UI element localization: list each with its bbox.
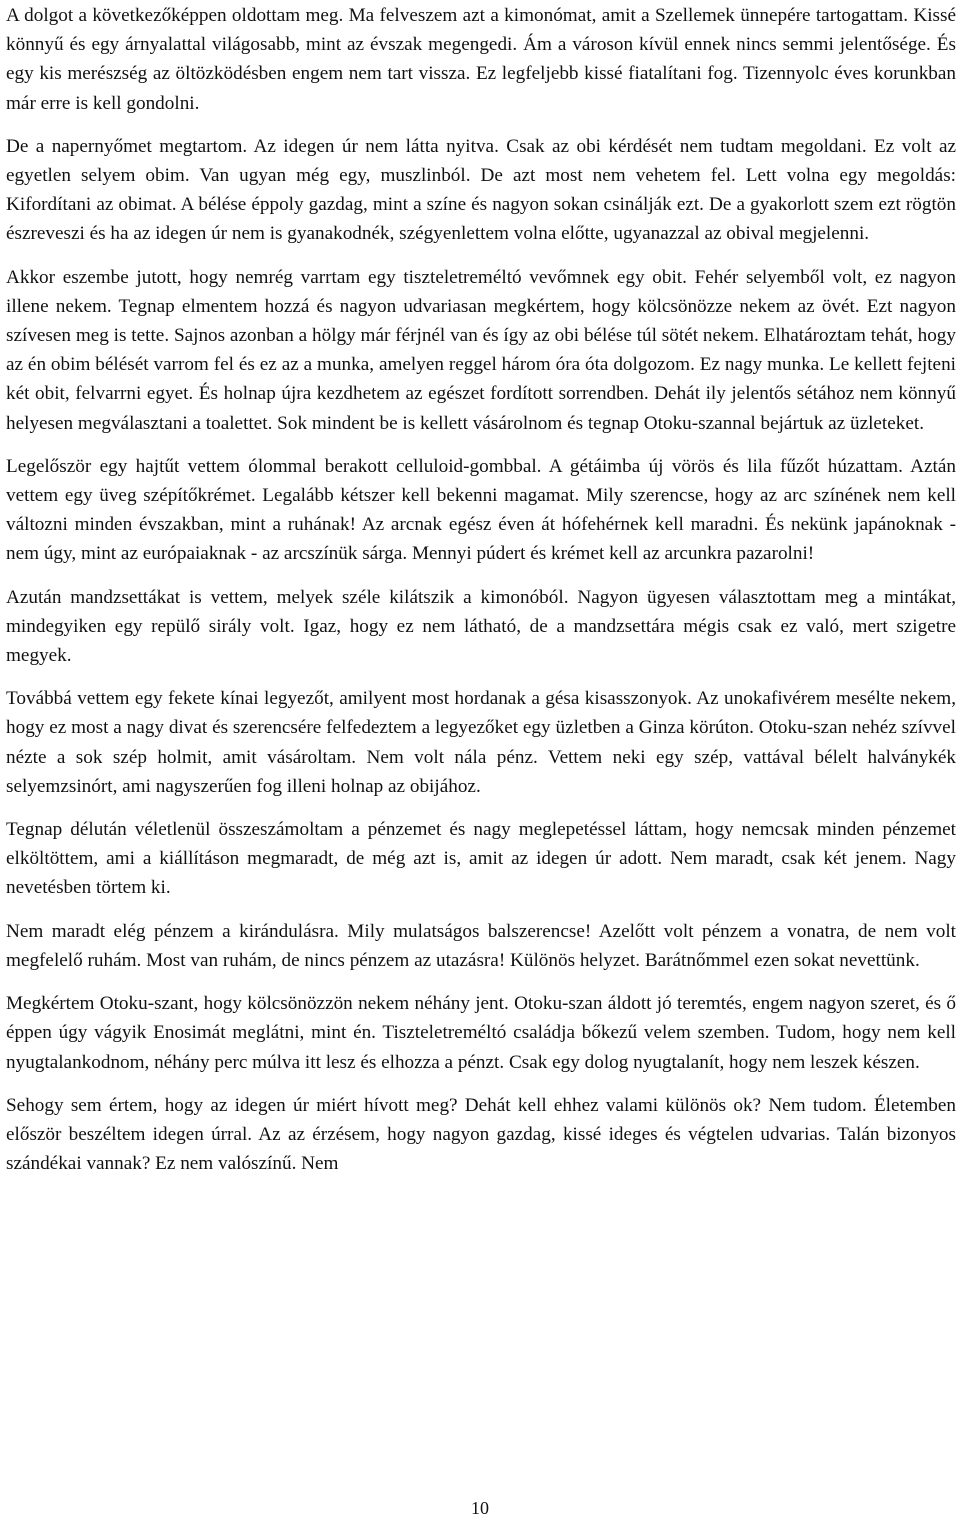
- document-page: [6, 0, 956, 1192]
- paragraph: De a napernyőmet megtartom. Az idegen úr nem látta nyitva. Csak az obi kérdését nem tudtam megoldani. Ez volt az egyetlen selyem obim. Van ugyan még egy, muszlinból. De azt most nem vehetem fel. Lett volna egy megoldás: Kifordítani az obimat. A bélése éppoly gazdag, mint a színe és nagyon sokan csinálják ezt. De a gyakorlott szem ezt rögtön észreveszi és ha az idegen úr nem is gyanakodnék, szégyenlettem volna előtte, ugyanazzal az obival megjelenni.: [6, 135, 956, 245]
- paragraph: Továbbá vettem egy fekete kínai legyezőt, amilyent most hordanak a gésa kisasszonyok. Az unokafivérem mesélte nekem, hogy ez most a nagy divat és szerencsére felfedeztem a legyezőket egy üzletben a Ginza körúton. Otoku-szan nehéz szívvel nézte a sok szép holmit, amit vásároltam. Nem volt nála pénz. Vettem neki egy szép, vattával bélelt halványkék selyemzsinórt, ami nagyszerűen fog illeni holnap az obijához.: [6, 688, 956, 797]
- paragraph: Legelőször egy hajtűt vettem ólommal berakott celluloid-gombbal. A gétáimba új vörös és lila fűzőt húzattam. Aztán vettem egy üveg szépítőkrémet. Legalább kétszer kell bekenni magamat. Mily szerencse, hogy az arc színének nem kell változni minden évszakban, mint a ruhának! Az arcnak egész éven át hófehérnek kell maradni. És nekünk japánoknak - nem úgy, mint az európaiaknak - az arcszínük sárga. Mennyi púdert és krémet kell az arcunkra pazarolni!: [6, 455, 956, 565]
- paragraph: Megkértem Otoku-szant, hogy kölcsönözzön nekem néhány jent. Otoku-szan áldott jó teremtés, engem nagyon szeret, és ő éppen úgy vágyik Enosimát meglátni, mint én. Tiszteletreméltó családja bőkezű velem szemben. Tudom, hogy nem kell nyugtalankodnom, néhány perc múlva itt lesz és elhozza a pénzt. Csak egy dolog nyugtalanít, hogy nem leszek készen.: [6, 993, 956, 1073]
- paragraph: A dolgot a következőképpen oldottam meg. Ma felveszem azt a kimonómat, amit a Szellemek ünnepére tartogattam. Kissé könnyű és egy árnyalattal világosabb, mint az évszak megengedi. Ám a városon kívül ennek nincs semmi jelentősége. És egy kis merészség az öltözködésben engem nem tart vissza. Ez legfeljebb kissé fiatalítani fog. Tizennyolc éves korunkban már erre is kell gondolni.: [6, 5, 956, 114]
- paragraph: Azután mandzsettákat is vettem, melyek széle kilátszik a kimonóból. Nagyon ügyesen választottam meg a mintákat, mindegyiken egy repülő sirály volt. Igaz, hogy ez nem látható, de a mandzsettára mégis csak ez való, mert szigetre megyek.: [6, 586, 956, 667]
- paragraph: Sehogy sem értem, hogy az idegen úr miért hívott meg? Dehát kell ehhez valami különös ok? Nem tudom. Életemben először beszéltem idegen úrral. Az az érzésem, hogy nagyon gazdag, kissé ideges és végtelen udvarias. Talán bizonyos szándékai vannak? Ez nem valószínű. Nem: [6, 1094, 956, 1175]
- paragraph: Nem maradt elég pénzem a kirándulásra. Mily mulatságos balszerencse! Azelőtt volt pénzem a vonatra, de nem volt megfelelő ruhám. Most van ruhám, de nincs pénzem az utazásra! Különös helyzet. Barátnőmmel ezen sokat nevettünk.: [6, 920, 956, 971]
- paragraph: Tegnap délután véletlenül összeszámoltam a pénzemet és nagy meglepetéssel láttam, hogy nemcsak minden pénzemet elköltöttem, ami a kiállításon megmaradt, de még azt is, amit az idegen úr adott. Nem maradt, csak két jenem. Nagy nevetésben törtem ki.: [6, 819, 956, 899]
- paragraph: Akkor eszembe jutott, hogy nemrég varrtam egy tiszteletreméltó vevőmnek egy obit. Fehér selyemből volt, ez nagyon illene nekem. Tegnap elmentem hozzá és nagyon udvariasan megkértem, hogy kölcsönözze nekem az övét. Ezt nagyon szívesen meg is tette. Sajnos azonban a hölgy már férjnél van és így az obi bélése túl sötét nekem. Elhatároztam tehát, hogy az én obim bélését varrom fel és ez az a munka, amelyen reggel három óra óta dolgozom. Ez nagy munka. Le kellett fejteni két obit, felvarrni egyet. És holnap újra kezdhetem az egészet fordított sorrendben. Dehát ily jelentős sétához nem könnyű helyesen megválasztani a toalettet. Sok mindent be is kellett vásárolnom és tegnap Otoku-szannal bejártuk az üzleteket.: [6, 266, 956, 434]
- page-number: 10: [471, 1498, 489, 1518]
